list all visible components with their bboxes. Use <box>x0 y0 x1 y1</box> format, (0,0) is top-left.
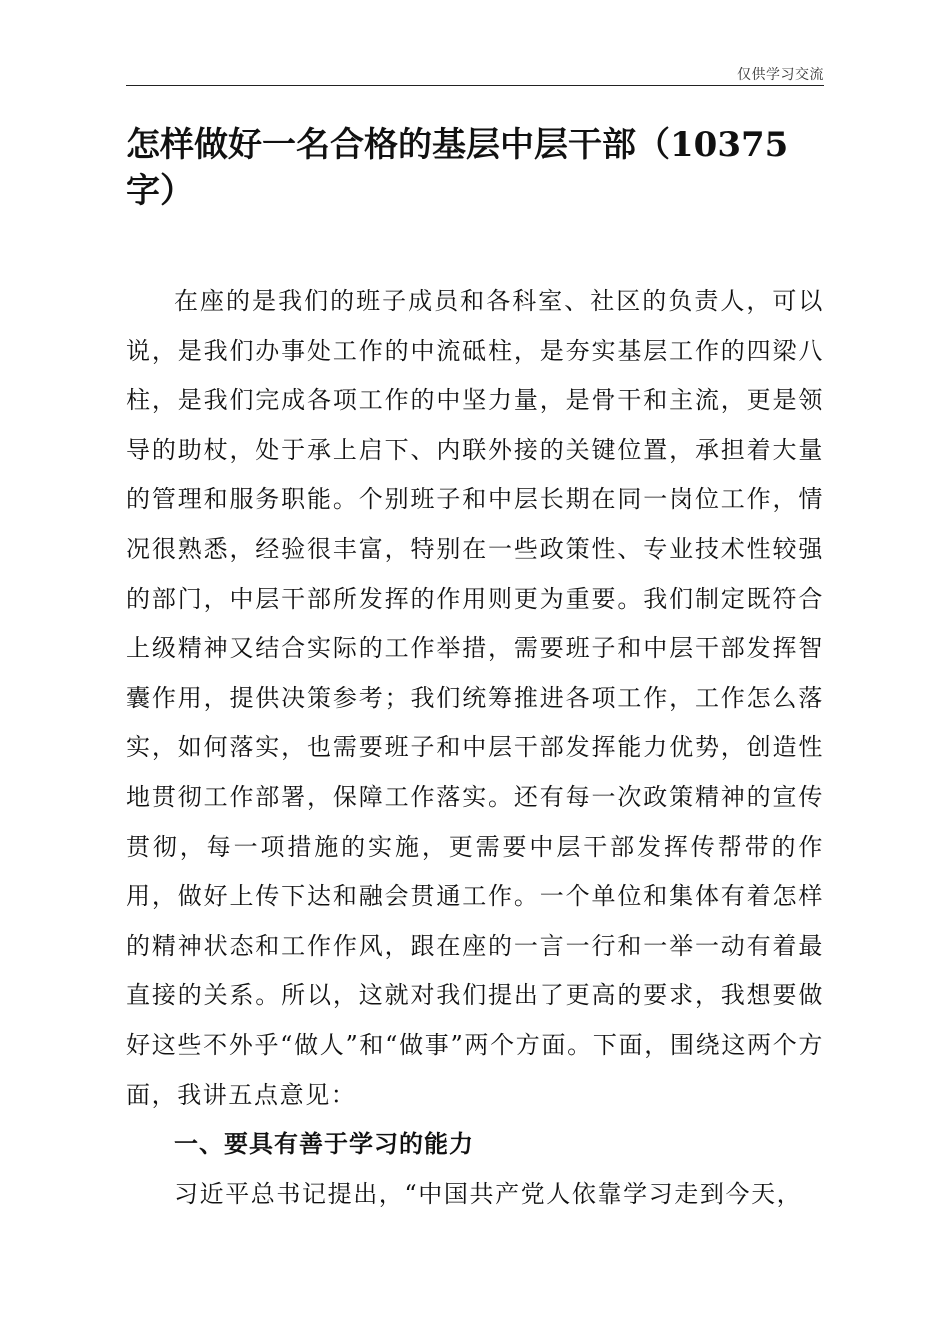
section-1-paragraph: 习近平总书记提出，“中国共产党人依靠学习走到今天， <box>174 1179 803 1208</box>
header-note: 仅供学习交流 <box>737 67 824 83</box>
document-body <box>126 277 824 1219</box>
section-heading-1: 一、要具有善于学习的能力 <box>174 1130 474 1159</box>
document-title: 怎样做好一名合格的基层中层干部（10375字） <box>126 125 789 211</box>
intro-paragraph: 在座的是我们的班子成员和各科室、社区的负责人，可以说，是我们办事处工作的中流砥柱，是夯实基层工作的四梁八柱，是我们完成各项工作的中坚力量，是骨干和主流，更是领导的助杖，处于承上启下、内联外接的关键位置，承担着大量的管理和服务职能。个别班子和中层长期在同一岗位工作，情况很熟悉，经验很丰富，特别在一些政策性、专业技术性较强的部门，中层干部所发挥的作用则更为重要。我们制定既符合上级精神又结合实际的工作举措，需要班子和中层干部发挥智囊作用，提供决策参考；我们统筹推进各项工作，工作怎么落实，如何落实，也需要班子和中层干部发挥能力优势，创造性地贯彻工作部署，保障工作落实。还有每一次政策精神的宣传贯彻，每一项措施的实施，更需要中层干部发挥传帮带的作用，做好上传下达和融会贯通工作。一个单位和集体有着怎样的精神状态和工作作风，跟在座的一言一行和一举一动有着最直接的关系。所以，这就对我们提出了更高的要求，我想要做好这些不外乎“做人”和“做事”两个方面。下面，围绕这两个方面，我讲五点意见： <box>126 287 824 1109</box>
header-divider <box>126 85 824 86</box>
